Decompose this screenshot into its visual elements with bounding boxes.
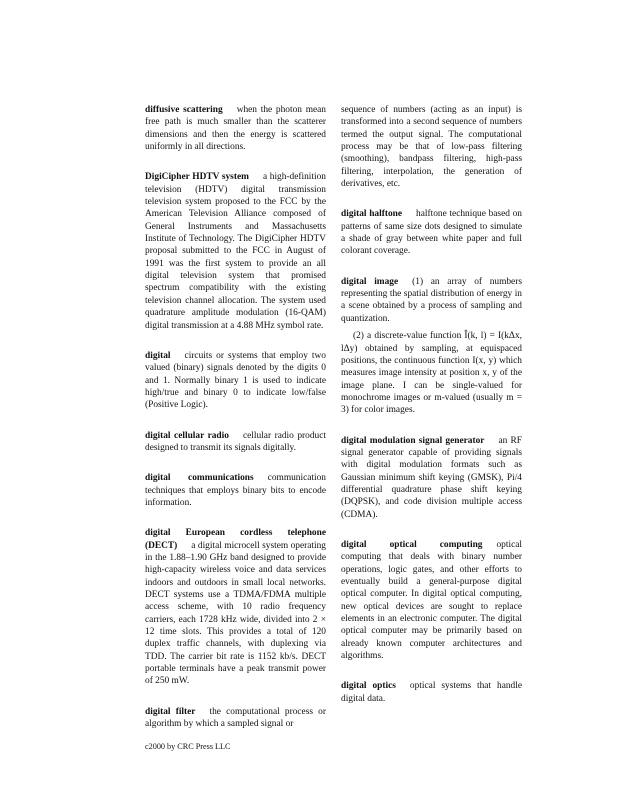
term: diffusive scattering: [145, 105, 223, 115]
term: digital optical computing: [341, 539, 483, 550]
left-column: [145, 104, 326, 748]
definition: when the photon mean free path is much smaller than the scatterer dimensions and then the energy is scattered uniformly in all directions.: [145, 105, 326, 153]
definition: cellular radio product designed to transmit its signals digitally.: [145, 430, 326, 453]
definition: optical computing that deals with binary number operations, logic gates, and other efforts to eventually build a general-purpose digital optical computer. In digital optical computing, new optical devices are sought to replace elements in an electronic computer. The digital optical computer may be primarily based on already known computer architectures and algorithms.: [341, 539, 522, 662]
term: digital European cordless telephone (DECT): [145, 528, 326, 551]
copyright-footer: c2000 by CRC Press LLC: [145, 742, 231, 751]
term: digital filter: [145, 706, 196, 717]
entry-digital-image: [341, 276, 522, 325]
definition: halftone technique based on patterns of same size dots designed to simulate a shade of gray between white paper and full colorant coverage.: [341, 209, 522, 257]
entry-digicipher: [145, 171, 326, 331]
definition: communication techniques that employs binary bits to encode information.: [145, 473, 326, 508]
definition: optical systems that handle digital data.: [341, 681, 523, 704]
entry-digital-halftone: [341, 208, 522, 257]
entry-digital-filter: [145, 706, 326, 731]
entry-dect: [145, 527, 326, 687]
definition: a high-definition television (HDTV) digital transmission television system proposed to the FCC by the American Television Alliance composed of General Instruments and Massachusetts Institute of Technology. The DigiCipher HDTV proposal submitted to the FCC in August of 1991 was the first system to provide an all digital television system that promised spectrum compatibility with the existing television channel allocation. The system used quadrature amplitude modulation (16-QAM) digital transmission at a 4.88 MHz symbol rate.: [145, 172, 326, 331]
definition: the computational process or algorithm by which a sampled signal or: [145, 706, 326, 730]
entry-digital-modulation-signal-generator: [341, 435, 522, 521]
entry-digital-optics: [341, 680, 522, 705]
definition: circuits or systems that employ two valued (binary) signals denoted by the digits 0 and 1. Normally binary 1 is used to indicate high/true and binary 0 to indicate low/false (Positive Logic).: [145, 350, 326, 411]
entry-digital-communications: [145, 472, 326, 509]
definition: an RF signal generator capable of providing signals with digital modulation formats such as Gaussian minimum shift keying (GMSK), Pi/4 differential quadrature phase shift keying (DQPSK), and code division multiple access (CDMA).: [341, 435, 522, 520]
term: digital image: [341, 276, 399, 287]
entry-diffusive-scattering: [145, 104, 326, 153]
term: digital communications: [145, 473, 254, 484]
term: DigiCipher HDTV system: [145, 172, 249, 183]
definition: (2) a discrete-value function Î(k, l) = I(kΔx, lΔy) obtained by sampling, at equispaced positions, the continuous function I(x, y) which measures image intensity at position x, y of the image plane. I can be single-valued for monochrome images or m-valued (usually m = 3) for color images.: [341, 331, 522, 416]
entry-digital: [145, 350, 326, 412]
entry-digital-cellular-radio: [145, 430, 326, 455]
definition: a digital microcell system operating in the 1.88–1.90 GHz band designed to provide high-capacity wireless voice and data services indoors and outdoors in small local networks. DECT systems use a TDMA/FDMA multiple access scheme, with 10 radio frequency carriers, each 1728 kHz wide, divided into 2 × 12 time slots. This provides a total of 120 duplex traffic channels, with duplexing via TDD. The carrier bit rate is 1152 kb/s. DECT portable terminals have a peak transmit power of 250 mW.: [145, 540, 326, 687]
term: digital: [145, 350, 171, 361]
term: digital cellular radio: [145, 430, 229, 441]
term: digital optics: [341, 681, 396, 692]
entry-digital-image-part-2: [341, 330, 522, 416]
entry-digital-optical-computing: [341, 539, 522, 662]
entry-digital-filter-continued: [341, 104, 522, 190]
term: digital modulation signal generator: [341, 435, 485, 446]
definition: sequence of numbers (acting as an input) is transformed into a second sequence of numbers termed the output signal. The computational process may be that of low-pass filtering (smoothing), bandpass filtering, high-pass filtering, interpolation, the generation of derivatives, etc.: [341, 105, 522, 190]
definition: (1) an array of numbers representing the spatial distribution of energy in a scene obtained by a process of sampling and quantization.: [341, 276, 522, 324]
right-column: [341, 104, 522, 723]
term: digital halftone: [341, 209, 403, 220]
